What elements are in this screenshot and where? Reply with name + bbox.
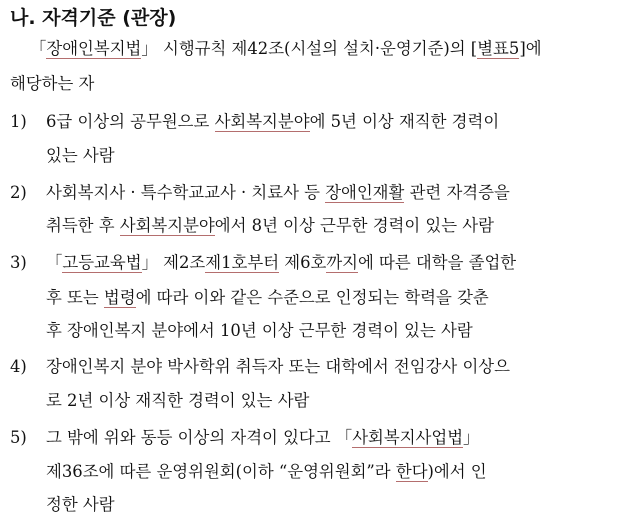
item-2-text-end: 관련 자격증을 (404, 183, 510, 202)
intro-line-2: 해당하는 자 (10, 74, 95, 93)
item-2-line-2-end: 에서 8년 이상 근무한 경력이 있는 사람 (214, 216, 494, 235)
intro-text-end: ]에 (519, 39, 542, 58)
item-1-text-end: 에 5년 이상 재직한 경력이 (309, 112, 500, 131)
item-3-line-2-end: 에 따라 이와 같은 수준으로 인정되는 학력을 갖춘 (135, 288, 489, 307)
item-2-text: 사회복지사 · 특수학교교사 · 치료사 등 (46, 183, 326, 202)
item-4-line-2: 로 2년 이상 재직한 경력이 있는 사람 (46, 391, 310, 410)
item-5-line-2-end: )에서 인 (427, 462, 487, 481)
item-3-underlined-b: 제1호부터 (205, 253, 280, 272)
item-5-line-3: 정한 사람 (46, 495, 115, 514)
item-3-text-c: 제6호 (279, 253, 327, 272)
item-2-underlined: 장애인재활 (325, 183, 405, 202)
item-3-line-2-underlined: 법령 (103, 288, 136, 307)
item-1-text: 6급 이상의 공무원으로 (46, 112, 215, 131)
item-3-law-name: 고등교육법 (62, 253, 142, 272)
item-3-number: 3) (10, 253, 27, 272)
table-reference: 별표5 (477, 39, 520, 58)
item-5-number: 5) (10, 428, 27, 447)
item-3-text-d: 에 따른 대학을 졸업한 (358, 253, 517, 272)
item-2-number: 2) (10, 183, 27, 202)
item-2-line-1 (46, 182, 510, 204)
item-3-line-2-text: 후 또는 (46, 288, 104, 307)
item-5-line-2 (46, 461, 487, 483)
item-2-line-2-underlined: 사회복지분야 (119, 216, 215, 235)
item-2-line-2-text: 취득한 후 (46, 216, 120, 235)
item-3-text-a: 」 제2조 (141, 253, 206, 272)
item-2-line-2 (46, 215, 494, 237)
item-5-line-2-underlined: 한다 (395, 462, 428, 481)
law-name: 장애인복지법 (46, 39, 142, 58)
item-5-line-2-text: 제36조에 따른 운영위원회(이하 “운영위원회”라 (46, 462, 396, 481)
item-1-line-1 (46, 111, 499, 133)
item-3-line-2 (46, 287, 489, 309)
item-4-number: 4) (10, 357, 27, 376)
item-5-text: 그 밖에 위와 동등 이상의 자격이 있다고 「 (46, 428, 353, 447)
item-5-line-1 (46, 427, 479, 449)
item-4-line-1: 장애인복지 분야 박사학위 취득자 또는 대학에서 전임강사 이상으 (46, 357, 510, 376)
item-1-underlined: 사회복지분야 (214, 112, 310, 131)
bracket-open: 「 (30, 39, 47, 58)
item-3-line-3: 후 장애인복지 분야에서 10년 이상 근무한 경력이 있는 사람 (46, 321, 473, 340)
item-3-line-1 (46, 252, 516, 274)
item-1-number: 1) (10, 112, 27, 131)
intro-text: 」 시행규칙 제42조(시설의 설치·운영기준)의 [ (141, 39, 478, 58)
item-3-underlined-c: 까지 (326, 253, 359, 272)
item-1-line-2: 있는 사람 (46, 146, 115, 165)
section-heading: 나. 자격기준 (관장) (10, 7, 177, 29)
item-3-bracket: 「 (46, 253, 63, 272)
intro-line-1 (30, 38, 542, 60)
item-5-bracket-close: 」 (463, 428, 480, 447)
item-5-law-name: 사회복지사업법 (352, 428, 464, 447)
